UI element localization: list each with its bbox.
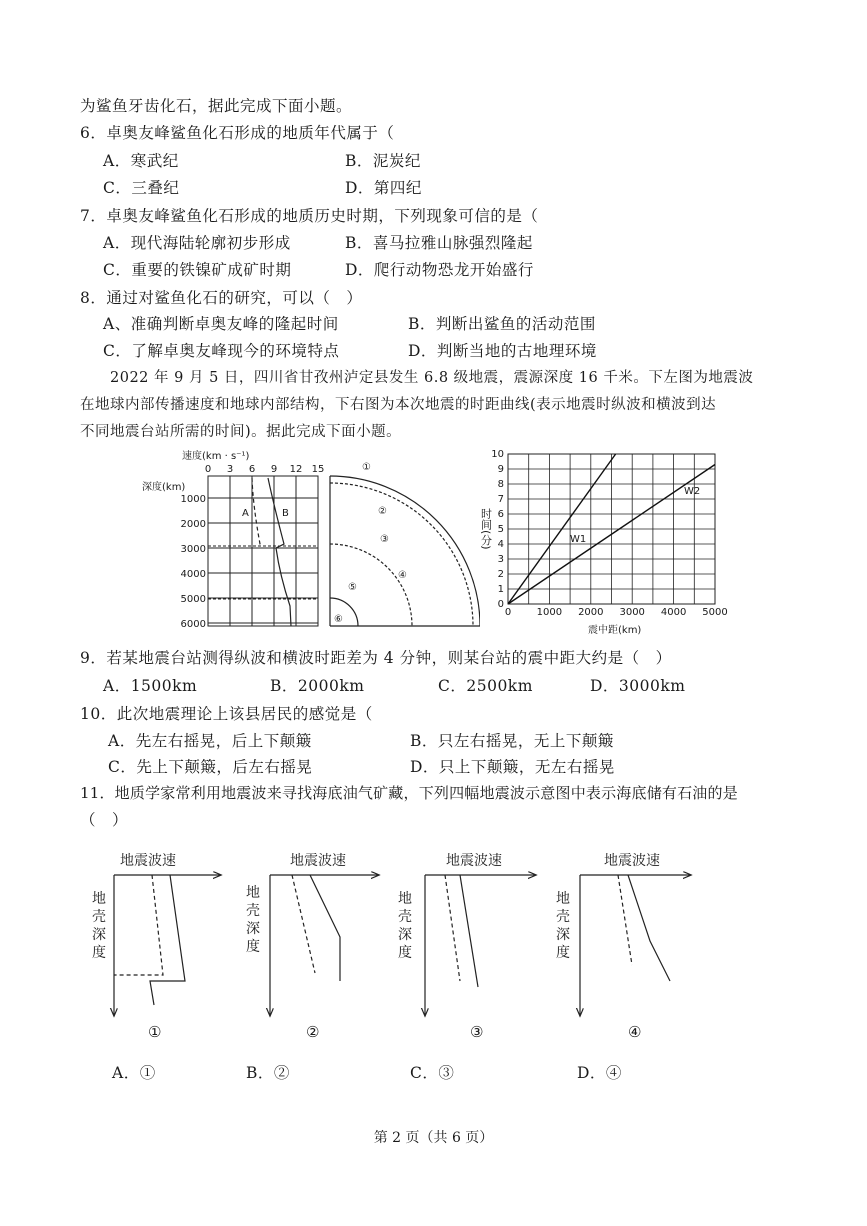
q6-option-d: D．第四纪 [345, 179, 422, 197]
y-tick: 10 [491, 449, 504, 460]
q10-option-a: A．先左右摇晃，后上下颠簸 [108, 732, 312, 750]
label-b: B [282, 508, 289, 519]
label-a: A [242, 508, 249, 519]
q11-stem-tail: （ ） [80, 811, 129, 829]
x-axis-label: 震中距(km) [588, 625, 642, 636]
y-tick: 9 [497, 464, 504, 475]
x-tick: 2000 [578, 607, 604, 618]
q8-option-d: D．判断当地的古地理环境 [408, 342, 597, 360]
depth-tick: 6000 [180, 619, 206, 630]
q7-stem: 7．卓奥友峰鲨鱼化石形成的地质历史时期，下列现象可信的是（ [80, 207, 539, 225]
y-ticks [491, 449, 504, 610]
q8-option-c: C．了解卓奥友峰现今的环境特点 [103, 342, 340, 360]
x-tick: 5000 [702, 607, 728, 618]
layer-2: ② [378, 506, 387, 517]
q6-stem: 6．卓奥友峰鲨鱼化石形成的地质年代属于（ [80, 124, 395, 142]
q10-option-c: C．先上下颠簸，后左右摇晃 [108, 758, 313, 776]
q11-option-d: D．④ [577, 1064, 622, 1082]
y-tick: 5 [497, 524, 504, 535]
q11-option-c: C．③ [410, 1064, 455, 1082]
earth-quarter-section [330, 476, 480, 626]
speed-depth-grid [208, 476, 318, 626]
layer-4: ④ [398, 570, 407, 581]
q7-option-c: C．重要的铁镍矿成矿时期 [103, 261, 292, 279]
depth-char: 度 [556, 945, 570, 961]
speed-label: 地震波速 [446, 853, 502, 869]
q8-option-b: B．判断出鲨鱼的活动范围 [408, 315, 596, 333]
y-axis-label: 时间(分) [479, 508, 493, 550]
earth-structure-figure [140, 446, 480, 636]
depth-tick: 4000 [180, 569, 206, 580]
depth-char: 壳 [246, 903, 260, 919]
time-distance-chart [470, 446, 730, 636]
wave-diagram-1 [92, 852, 220, 1041]
y-tick: 4 [497, 539, 504, 550]
depth-char: 地 [556, 891, 570, 907]
depth-label [92, 890, 106, 961]
y-tick: 1 [497, 584, 504, 595]
wave-diagram-2 [246, 852, 378, 1041]
curve-a [252, 478, 262, 546]
layer-3: ③ [380, 534, 389, 545]
depth-char: 度 [92, 945, 106, 961]
q11-stem: 11．地质学家常利用地震波来寻找海底油气矿藏，下列四幅地震波示意图中表示海底储有石油的是 [80, 784, 738, 802]
speed-label: 地震波速 [120, 853, 176, 869]
speed-tick: 0 [204, 464, 212, 475]
speed-axis-label: 速度(km · s⁻¹) [182, 451, 250, 462]
speed-label: 地震波速 [604, 853, 660, 869]
depth-tick: 3000 [180, 544, 206, 555]
x-ticks [505, 607, 728, 618]
depth-char: 地 [92, 891, 106, 907]
x-tick: 1000 [536, 607, 563, 618]
q9-option-c: C．2500km [438, 677, 533, 695]
q6-option-b: B．泥炭纪 [345, 152, 421, 170]
q10-option-d: D．只上下颠簸，无左右摇晃 [410, 758, 615, 776]
depth-char: 壳 [92, 909, 106, 925]
q10-stem: 10．此次地震理论上该县居民的感觉是（ [80, 705, 373, 723]
q7-option-b: B．喜马拉雅山脉强烈隆起 [345, 234, 533, 252]
depth-char: 度 [246, 939, 260, 955]
depth-char: 地 [246, 885, 260, 901]
chart-grid [508, 454, 715, 604]
y-tick: 0 [497, 599, 504, 610]
x-tick: 3000 [619, 607, 645, 618]
x-tick: 4000 [660, 607, 687, 618]
q9-option-a: A．1500km [103, 677, 198, 695]
depth-tick: 1000 [180, 494, 206, 505]
q8-option-a: A、准确判断卓奥友峰的隆起时间 [103, 315, 339, 333]
q10-option-b: B．只左右摇晃，无上下颠簸 [410, 732, 614, 750]
speed-tick: 9 [270, 464, 278, 475]
q9-stem: 9．若某地震台站测得纵波和横波时距差为 4 分钟，则某台站的震中距大约是（ ） [80, 649, 672, 667]
number-2: ② [306, 1023, 320, 1041]
q9-option-b: B．2000km [270, 677, 365, 695]
q7-option-d: D．爬行动物恐龙开始盛行 [345, 261, 534, 279]
y-tick: 7 [497, 494, 504, 505]
y-tick: 6 [497, 509, 504, 520]
curve-b [268, 478, 291, 626]
q9-option-d: D．3000km [590, 677, 686, 695]
passage-line-3: 不同地震台站所需的时间)。据此完成下面小题。 [80, 424, 402, 440]
depth-tick: 2000 [180, 519, 206, 530]
depth-label [398, 890, 412, 961]
w1-label: W1 [570, 534, 587, 545]
q11-option-a: A．① [112, 1064, 156, 1082]
y-tick: 2 [497, 569, 504, 580]
page-footer: 第 2 页（共 6 页） [373, 1130, 494, 1146]
q6-option-a: A．寒武纪 [103, 152, 179, 170]
q11-option-b: B．② [246, 1064, 290, 1082]
y-tick: 3 [497, 554, 504, 565]
depth-char: 度 [398, 945, 412, 961]
speed-tick: 15 [311, 464, 325, 475]
number-4: ④ [628, 1023, 642, 1041]
depth-char: 深 [556, 927, 570, 943]
number-3: ③ [470, 1023, 484, 1041]
w2-label: W2 [684, 486, 701, 497]
y-tick: 8 [497, 479, 504, 490]
depth-char: 地 [398, 891, 412, 907]
depth-label [246, 884, 260, 955]
speed-tick: 12 [289, 464, 303, 475]
q8-stem: 8．通过对鲨鱼化石的研究，可以（ ） [80, 289, 363, 307]
layer-5: ⑤ [348, 582, 357, 593]
layer-numbers [334, 462, 407, 625]
speed-tick: 3 [226, 464, 234, 475]
intro-tail: 为鲨鱼牙齿化石，据此完成下面小题。 [80, 97, 353, 115]
speed-tick: 6 [248, 464, 256, 475]
layer-1: ① [362, 462, 371, 473]
speed-label: 地震波速 [290, 853, 346, 869]
passage-line-2: 在地球内部传播速度和地球内部结构，下右图为本次地震的时距曲线(表示地震时纵波和横波到达 [80, 397, 717, 413]
layer-6: ⑥ [334, 614, 343, 625]
wave-diagrams [80, 845, 720, 1045]
depth-char: 深 [92, 927, 106, 943]
depth-char: 深 [246, 921, 260, 937]
depth-char: 深 [398, 927, 412, 943]
x-tick: 0 [504, 607, 512, 618]
depth-label [556, 890, 570, 961]
wave-diagram-4 [556, 852, 690, 1041]
number-1: ① [148, 1023, 162, 1041]
depth-char: 壳 [556, 909, 570, 925]
depth-ticks [181, 494, 206, 630]
wave-diagram-3 [398, 852, 535, 1041]
depth-axis-label: 深度(km) [142, 482, 186, 493]
q6-option-c: C．三叠纪 [103, 179, 180, 197]
depth-char: 壳 [398, 909, 412, 925]
depth-tick: 5000 [180, 594, 206, 605]
passage-line-1: 2022 年 9 月 5 日，四川省甘孜州泸定县发生 6.8 级地震，震源深度 16 千米。下左图为地震波 [110, 370, 754, 386]
q7-option-a: A．现代海陆轮廓初步形成 [103, 234, 291, 252]
speed-ticks [205, 464, 325, 475]
